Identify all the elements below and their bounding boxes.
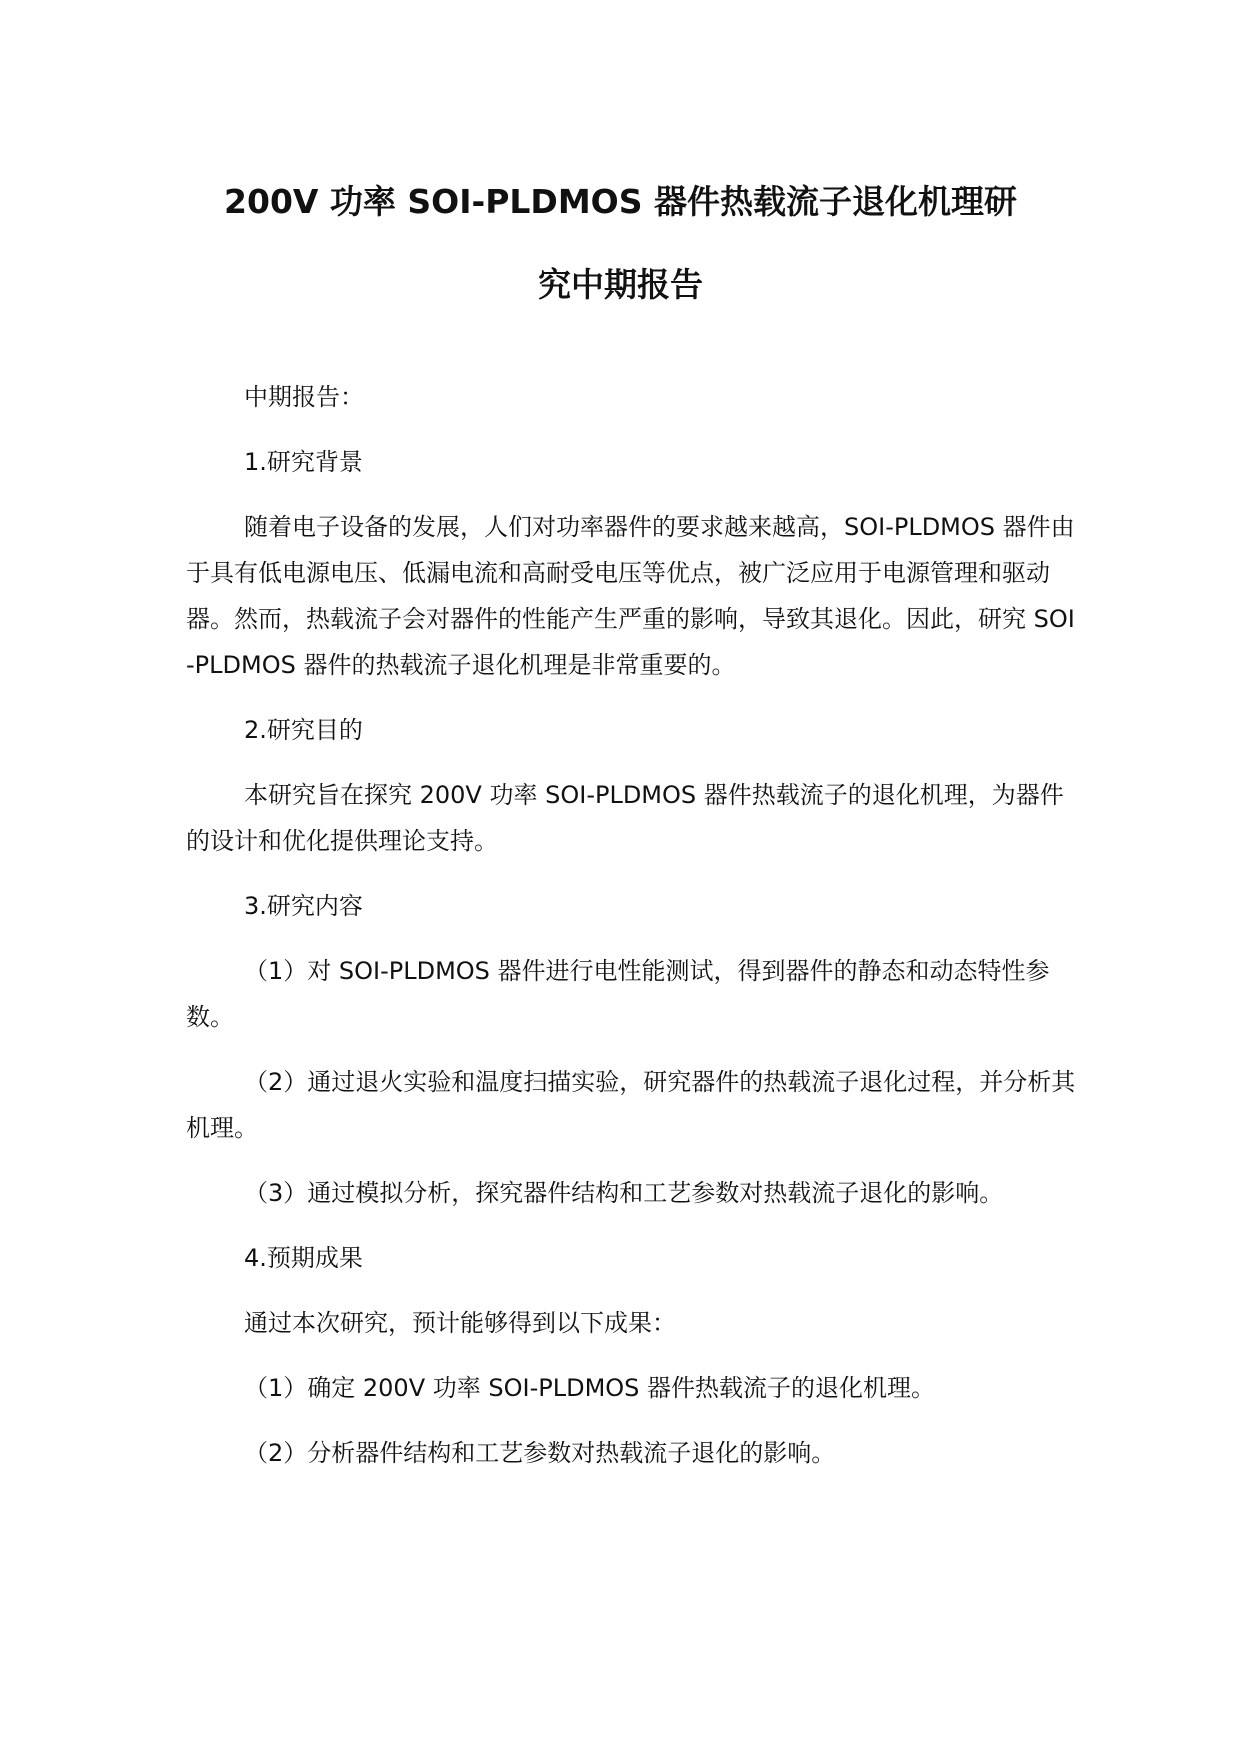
section-heading-expected-results: 4.预期成果 xyxy=(244,1244,363,1272)
paragraph-background: 随着电子设备的发展，人们对功率器件的要求越来越高，SOI-PLDMOS 器件由于具有低电源电压、低漏电流和高耐受电压等优点，被广泛应用于电源管理和驱动器。然而，热载流子会对器件的性能产生严重的影响，导致其退化。因此，研究 SOI-PLDMOS 器件的热载流子退化机理是非常重要的。 xyxy=(186,513,1075,679)
section-heading-background: 1.研究背景 xyxy=(244,448,363,476)
content-item-2: （2）通过退火实验和温度扫描实验，研究器件的热载流子退化过程，并分析其机理。 xyxy=(186,1068,1076,1142)
result-item-2: （2）分析器件结构和工艺参数对热载流子退化的影响。 xyxy=(244,1439,836,1467)
document-body xyxy=(186,374,1076,1495)
paragraph-purpose: 本研究旨在探究 200V 功率 SOI-PLDMOS 器件热载流子的退化机理，为器件的设计和优化提供理论支持。 xyxy=(186,781,1064,855)
document-title-line-2: 究中期报告 xyxy=(538,265,703,304)
result-item-1: （1）确定 200V 功率 SOI-PLDMOS 器件热载流子的退化机理。 xyxy=(244,1374,936,1402)
section-heading-content: 3.研究内容 xyxy=(244,892,363,920)
content-item-3: （3）通过模拟分析，探究器件结构和工艺参数对热载流子退化的影响。 xyxy=(244,1179,1004,1207)
section-heading-purpose: 2.研究目的 xyxy=(244,716,363,744)
paragraph-expected-intro: 通过本次研究，预计能够得到以下成果： xyxy=(244,1309,676,1337)
content-item-1: （1）对 SOI-PLDMOS 器件进行电性能测试，得到器件的静态和动态特性参数。 xyxy=(186,957,1050,1031)
document-title-line-1: 200V 功率 SOI-PLDMOS 器件热载流子退化机理研 xyxy=(224,182,1017,221)
paragraph-intro-label: 中期报告： xyxy=(244,383,364,411)
